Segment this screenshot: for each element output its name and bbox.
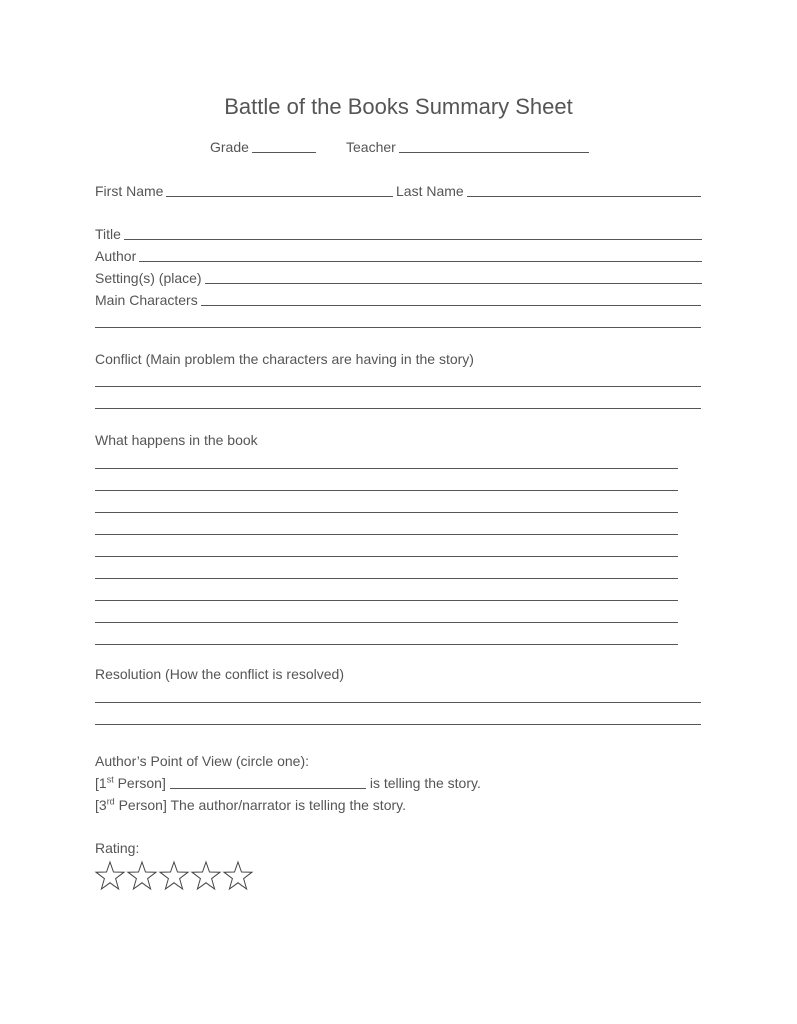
pov-first-person-suffix: is telling the story. <box>369 775 481 791</box>
what-happens-line[interactable] <box>95 622 678 623</box>
setting-label: Setting(s) (place) <box>95 270 202 286</box>
title-input-line[interactable] <box>124 239 702 240</box>
main-characters-extra-line[interactable] <box>95 327 701 328</box>
last-name-label: Last Name <box>396 183 464 199</box>
first-name-input-line[interactable] <box>166 196 393 197</box>
pov-first-person-blank[interactable] <box>170 788 366 789</box>
resolution-label: Resolution (How the conflict is resolved) <box>95 666 344 682</box>
first-name-label: First Name <box>95 183 164 199</box>
main-characters-field[interactable] <box>95 291 701 309</box>
conflict-label: Conflict (Main problem the characters are having in the story) <box>95 351 474 367</box>
teacher-field[interactable] <box>346 138 589 156</box>
what-happens-line[interactable] <box>95 490 678 491</box>
setting-field[interactable] <box>95 269 702 287</box>
pov-first-person-option[interactable] <box>95 774 495 792</box>
star-rating[interactable] <box>94 860 254 892</box>
main-characters-input-line[interactable] <box>201 305 701 306</box>
last-name-field[interactable] <box>396 182 701 200</box>
grade-input-line[interactable] <box>252 152 316 153</box>
last-name-input-line[interactable] <box>467 196 701 197</box>
author-label: Author <box>95 248 137 264</box>
author-input-line[interactable] <box>139 261 702 262</box>
star-icon[interactable] <box>222 860 254 892</box>
star-icon[interactable] <box>94 860 126 892</box>
what-happens-line[interactable] <box>95 556 678 557</box>
what-happens-line[interactable] <box>95 644 678 645</box>
title-field[interactable] <box>95 225 702 243</box>
teacher-input-line[interactable] <box>399 152 589 153</box>
star-icon[interactable] <box>126 860 158 892</box>
star-icon[interactable] <box>190 860 222 892</box>
what-happens-label: What happens in the book <box>95 432 258 448</box>
pov-third-person-option[interactable]: [3rd Person] The author/narrator is telling the story. <box>95 796 406 813</box>
pov-heading: Author’s Point of View (circle one): <box>95 753 309 769</box>
author-field[interactable] <box>95 247 702 265</box>
what-happens-line[interactable] <box>95 600 678 601</box>
grade-label: Grade <box>210 139 249 155</box>
teacher-label: Teacher <box>346 139 396 155</box>
what-happens-line[interactable] <box>95 578 678 579</box>
resolution-line-1[interactable] <box>95 702 701 703</box>
title-label: Title <box>95 226 121 242</box>
setting-input-line[interactable] <box>205 283 702 284</box>
main-characters-label: Main Characters <box>95 292 198 308</box>
resolution-line-2[interactable] <box>95 724 701 725</box>
rating-label: Rating: <box>95 840 140 856</box>
conflict-line-2[interactable] <box>95 408 701 409</box>
star-icon[interactable] <box>158 860 190 892</box>
what-happens-line[interactable] <box>95 512 678 513</box>
grade-field[interactable] <box>210 138 316 156</box>
what-happens-line[interactable] <box>95 468 678 469</box>
what-happens-line[interactable] <box>95 534 678 535</box>
conflict-line-1[interactable] <box>95 386 701 387</box>
page-title: Battle of the Books Summary Sheet <box>224 94 573 119</box>
first-name-field[interactable] <box>95 182 393 200</box>
pov-first-person-label: [1st Person] <box>95 774 166 791</box>
